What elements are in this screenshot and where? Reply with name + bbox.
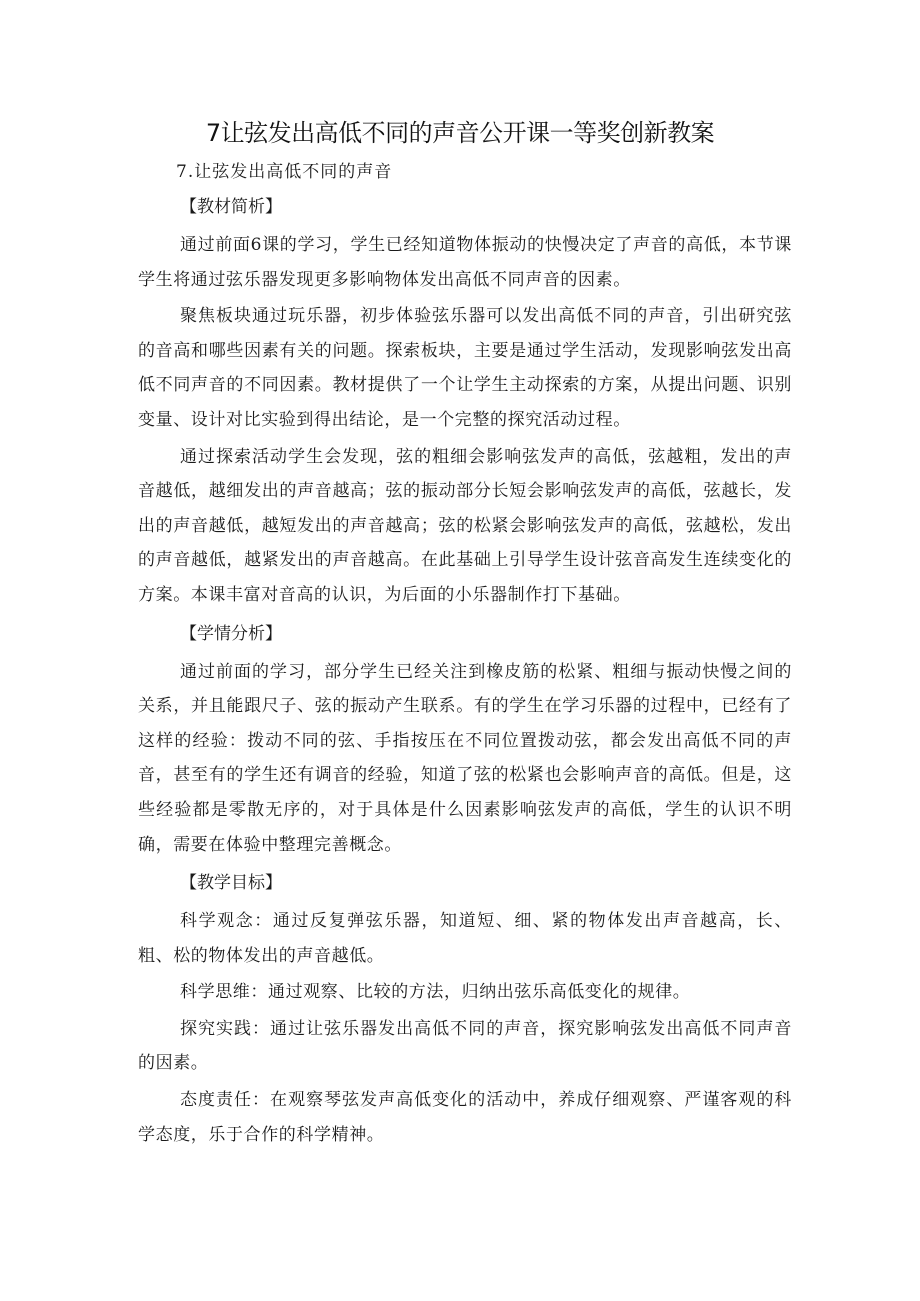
- document-body: [138, 158, 792, 1152]
- lesson-subtitle: 7.让弦发出高低不同的声音: [176, 162, 393, 182]
- document-title: 7让弦发出高低不同的声音公开课一等奖创新教案: [205, 119, 715, 147]
- paragraph: 聚焦板块通过玩乐器，初步体验弦乐器可以发出高低不同的声音，引出研究弦的音高和哪些因素有关的问题。探索板块，主要是通过学生活动，发现影响弦发出高低不同声音的不同因素。教材提供了一个让学生主动探索的方案，从提出问题、识别变量、设计对比实验到得出结论，是一个完整的探究活动过程。: [138, 306, 792, 430]
- paragraph: 科学观念：通过反复弹弦乐器，知道短、细、紧的物体发出声音越高，长、粗、松的物体发出的声音越低。: [138, 911, 792, 966]
- paragraph: 探究实践：通过让弦乐器发出高低不同的声音，探究影响弦发出高低不同声音的因素。: [138, 1018, 792, 1074]
- section-heading-teaching-goals: 【教学目标】: [180, 873, 282, 894]
- paragraph: 通过探索活动学生会发现，弦的粗细会影响弦发声的高低，弦越粗，发出的声音越低，越细发出的声音越高；弦的振动部分长短会影响弦发声的高低，弦越长，发出的声音越低，越短发出的声音越高；弦的松紧会影响弦发声的高低，弦越松，发出的声音越低，越紧发出的声音越高。在此基础上引导学生设计弦音高发生连续变化的方案。本课丰富对音高的认识，为后面的小乐器制作打下基础。: [138, 446, 792, 605]
- paragraph: 科学思维：通过观察、比较的方法，归纳出弦乐高低变化的规律。: [180, 982, 691, 1003]
- section-heading-student-analysis: 【学情分析】: [180, 623, 282, 644]
- paragraph: 通过前面的学习，部分学生已经关注到橡皮筋的松紧、粗细与振动快慢之间的关系，并且能跟尺子、弦的振动产生联系。有的学生在学习乐器的过程中，已经有了这样的经验：拨动不同的弦、手指按压在不同位置拨动弦，都会发出高低不同的声音，甚至有的学生还有调音的经验，知道了弦的松紧也会影响声音的高低。但是，这些经验都是零散无序的，对于具体是什么因素影响弦发声的高低，学生的认识不明确，需要在体验中整理完善概念。: [138, 661, 792, 855]
- paragraph: 态度责任：在观察琴弦发声高低变化的活动中，养成仔细观察、严谨客观的科学态度，乐于合作的科学精神。: [138, 1090, 792, 1145]
- section-heading-textbook-analysis: 【教材简析】: [180, 197, 282, 217]
- paragraph: 通过前面6课的学习，学生已经知道物体振动的快慢决定了声音的高低，本节课学生将通过弦乐器发现更多影响物体发出高低不同声音的因素。: [138, 235, 792, 290]
